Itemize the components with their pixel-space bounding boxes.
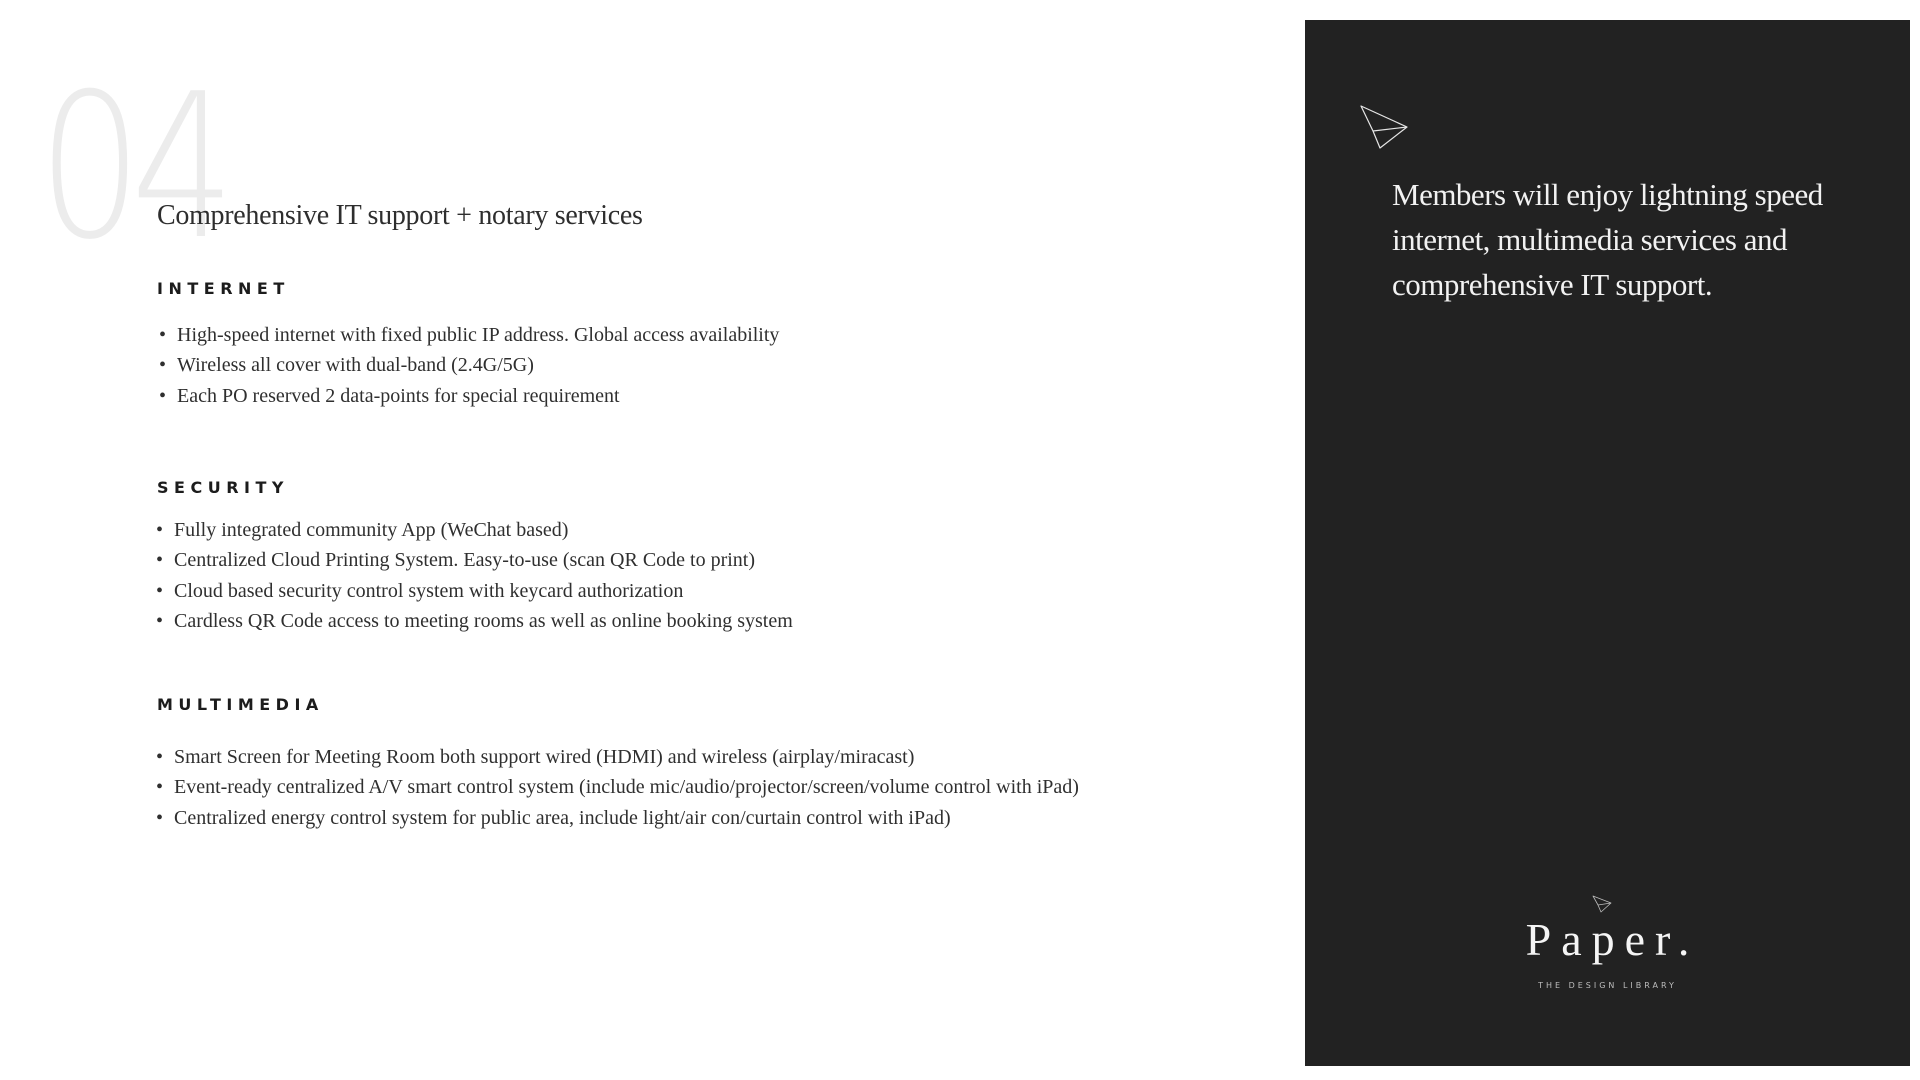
paper-plane-icon <box>1592 895 1612 913</box>
list-item: • Event-ready centralized A/V smart control system (include mic/audio/projector/screen/volume control with iPad) <box>152 772 1079 802</box>
security-list <box>152 515 793 636</box>
list-item: • Centralized Cloud Printing System. Easy-to-use (scan QR Code to print) <box>152 545 793 575</box>
logo-tagline: THE DESIGN LIBRARY <box>1538 981 1677 990</box>
bullet-icon: • <box>156 519 164 541</box>
bullet-icon: • <box>156 776 164 799</box>
list-item: • Wireless all cover with dual-band (2.4G/5G) <box>155 350 779 380</box>
bullet-icon: • <box>159 354 167 377</box>
bullet-icon: • <box>156 549 164 572</box>
page-number: 04 <box>38 51 224 284</box>
section-title-internet: INTERNET <box>157 279 290 298</box>
bullet-icon: • <box>159 324 167 346</box>
bullet-icon: • <box>159 384 167 407</box>
internet-list <box>155 320 779 411</box>
list-item: • Fully integrated community App (WeChat based) <box>152 515 793 545</box>
list-item: • Centralized energy control system for public area, include light/air con/curtain control with iPad) <box>152 803 1079 833</box>
list-item: • Each PO reserved 2 data-points for special requirement <box>155 381 779 411</box>
panel-quote: Members will enjoy lightning speed internet, multimedia services and comprehensive IT support. <box>1392 177 1823 302</box>
section-title-multimedia: MULTIMEDIA <box>157 695 324 714</box>
multimedia-list <box>152 742 1079 833</box>
list-item: • Cloud based security control system with keycard authorization <box>152 576 793 606</box>
list-item: • Smart Screen for Meeting Room both support wired (HDMI) and wireless (airplay/miracast) <box>152 742 1079 772</box>
section-title-security: SECURITY <box>157 478 289 497</box>
paper-plane-icon <box>1360 105 1408 149</box>
bullet-icon: • <box>156 746 164 768</box>
bullet-icon: • <box>156 579 164 602</box>
page-heading: Comprehensive IT support + notary services <box>157 200 643 231</box>
bullet-icon: • <box>156 806 164 829</box>
list-item: • Cardless QR Code access to meeting rooms as well as online booking system <box>152 606 793 636</box>
logo-name: Paper. <box>1525 914 1700 965</box>
bullet-icon: • <box>156 609 164 632</box>
side-panel <box>1305 20 1910 1066</box>
list-item: • High-speed internet with fixed public IP address. Global access availability <box>155 320 779 350</box>
